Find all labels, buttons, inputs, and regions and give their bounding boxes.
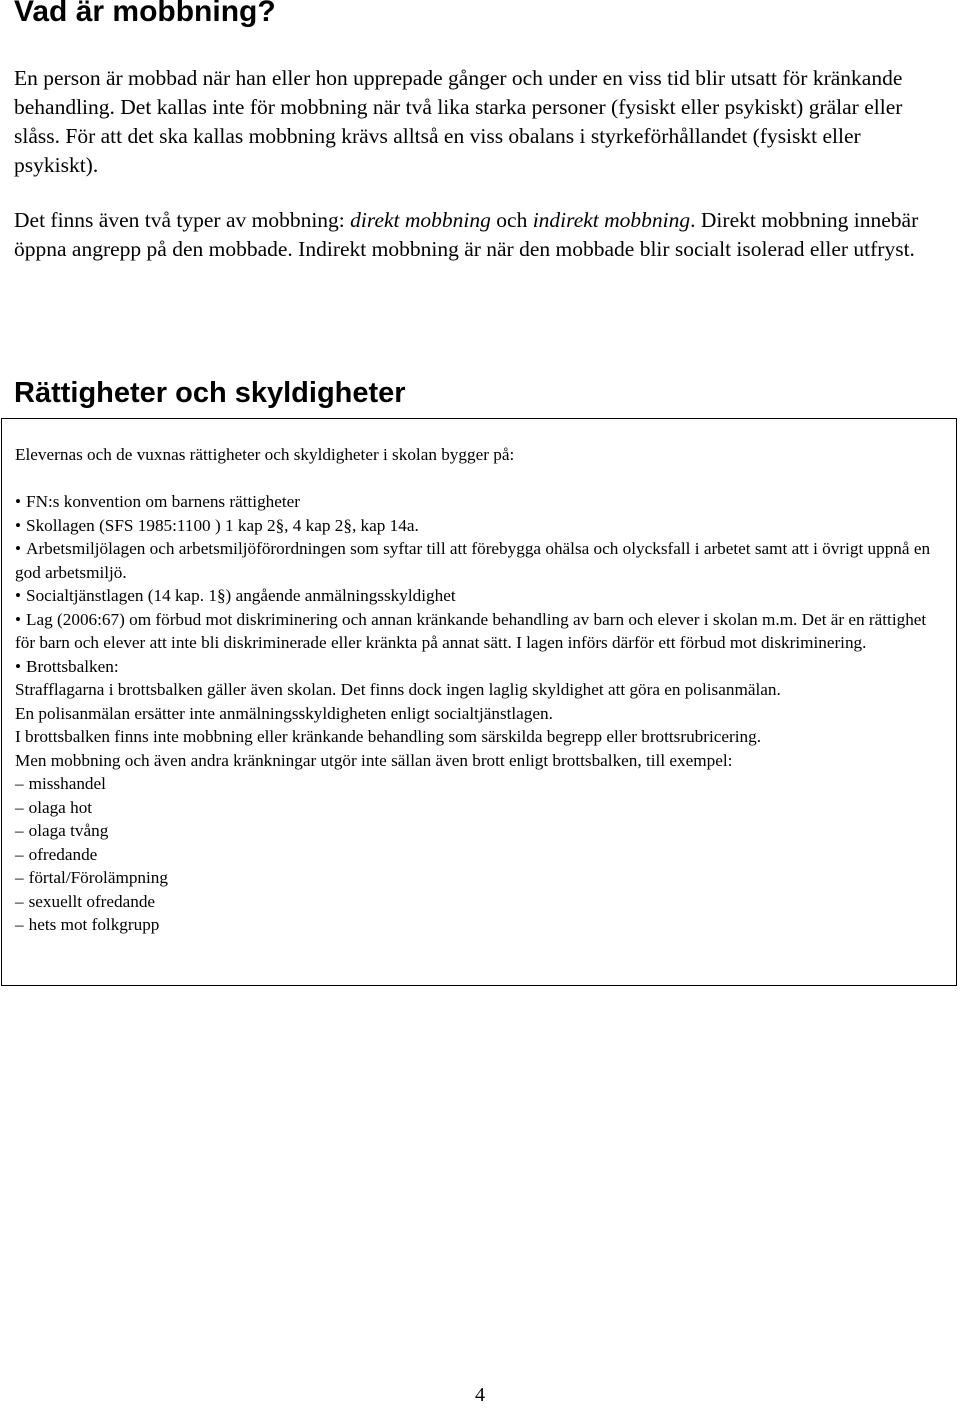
crime-list: [15, 772, 945, 937]
crime-item: [15, 796, 945, 820]
crime-text: ofredande: [28, 844, 98, 864]
bullet-glyph: •: [15, 609, 22, 629]
types-text-3: . Direkt mobbning innebär öppna angrepp på den mobbade. Indirekt mobbning är när den mobbade blir socialt isolerad eller utfryst.: [14, 208, 919, 261]
dash-glyph: –: [15, 774, 24, 793]
crime-item: [15, 866, 945, 890]
types-paragraph: [14, 206, 944, 264]
bullet-glyph: •: [15, 656, 22, 676]
law-bullet-item: [15, 584, 945, 608]
definition-paragraph: En person är mobbad när han eller hon upprepade gånger och under en viss tid blir utsatt för kränkande behandling. Det kallas inte för mobbning när två lika starka personer (fysiskt eller psykiskt) grälar eller slåss. För att det ska kallas mobbning krävs alltså en viss obalans i styrkeförhållandet (fysiskt eller psykiskt).: [14, 66, 903, 177]
crime-text: misshandel: [28, 774, 106, 793]
types-text-2: och: [490, 208, 533, 232]
law-bullet-text: Brottsbalken:: [26, 656, 119, 676]
dash-glyph: –: [15, 891, 24, 911]
section-title-rights: Rättigheter och skyldigheter: [14, 377, 406, 409]
section-title-mobbning: Vad är mobbning?: [14, 0, 276, 28]
law-bullet-item: [15, 537, 945, 584]
law-bullet-item: [15, 608, 945, 655]
law-bullet-text: Arbetsmiljölagen och arbetsmiljöförordningen som syftar till att förebygga ohälsa och olycksfall i arbetet samt att i övrigt uppnå en god arbetsmiljö.: [15, 539, 931, 582]
dash-glyph: –: [15, 821, 24, 840]
rights-box: [1, 418, 957, 986]
crime-text: olaga hot: [28, 797, 93, 817]
brottsbalken-line: En polisanmälan ersätter inte anmälningsskyldigheten enligt socialtjänstlagen.: [15, 703, 553, 723]
law-bullet-item: [15, 490, 945, 514]
brottsbalken-text: [15, 678, 945, 772]
crime-item: [15, 843, 945, 867]
dash-glyph: –: [15, 844, 24, 864]
rights-box-content: [15, 443, 945, 937]
law-bullet-list: [15, 490, 945, 678]
brottsbalken-line: I brottsbalken finns inte mobbning eller kränkande behandling som särskilda begrepp eller brottsrubricering.: [15, 727, 762, 746]
page-number: 4: [475, 1384, 485, 1406]
crime-item: [15, 819, 945, 843]
dash-glyph: –: [15, 915, 24, 934]
brottsbalken-line: Strafflagarna i brottsbalken gäller även skolan. Det finns dock ingen laglig skyldighet att göra en polisanmälan.: [15, 680, 781, 699]
bullet-glyph: •: [15, 492, 22, 511]
crime-item: [15, 890, 945, 914]
crime-text: sexuellt ofredande: [28, 891, 156, 911]
law-bullet-text: Lag (2006:67) om förbud mot diskriminering och annan kränkande behandling av barn och elever i skolan m.m. Det är en rättighet för barn och elever att inte bli diskriminerade eller kränkta på annat sätt. I lagen införs därför ett förbud mot diskriminering.: [15, 609, 927, 652]
law-bullet-text: Skollagen (SFS 1985:1100 ) 1 kap 2§, 4 kap 2§, kap 14a.: [26, 515, 419, 535]
dash-glyph: –: [15, 868, 24, 887]
term-indirect-bullying: indirekt mobbning: [532, 208, 691, 232]
law-bullet-text: Socialtjänstlagen (14 kap. 1§) angående anmälningsskyldighet: [26, 586, 456, 605]
term-direct-bullying: direkt mobbning: [350, 208, 491, 232]
rights-intro: Elevernas och de vuxnas rättigheter och skyldigheter i skolan bygger på:: [15, 445, 515, 464]
crime-text: förtal/Förolämpning: [28, 868, 168, 887]
law-bullet-text: FN:s konvention om barnens rättigheter: [26, 492, 301, 511]
crime-text: hets mot folkgrupp: [28, 915, 160, 934]
law-bullet-item: [15, 514, 945, 538]
bullet-glyph: •: [15, 515, 22, 535]
law-bullet-item: [15, 655, 945, 679]
types-text-1: Det finns även två typer av mobbning:: [14, 208, 351, 232]
crime-item: [15, 772, 945, 796]
bullet-glyph: •: [15, 586, 22, 605]
crime-item: [15, 913, 945, 937]
bullet-glyph: •: [15, 539, 22, 558]
crime-text: olaga tvång: [28, 821, 109, 840]
dash-glyph: –: [15, 797, 24, 817]
brottsbalken-line: Men mobbning och även andra kränkningar utgör inte sällan även brott enligt brottsbalken, till exempel:: [15, 750, 733, 770]
